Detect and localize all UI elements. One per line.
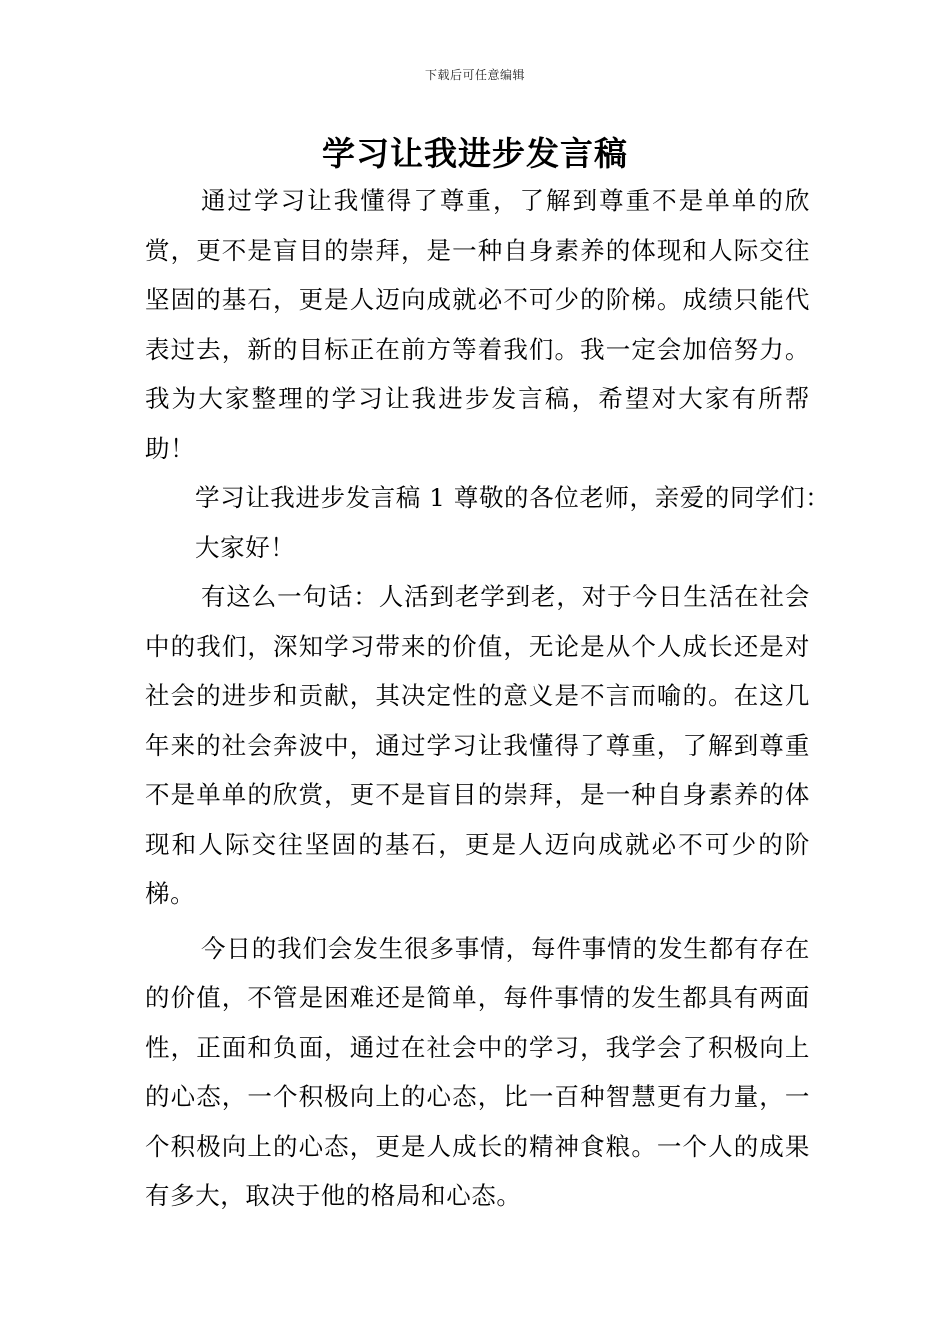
document-body: [145, 176, 831, 1221]
body-paragraph: 有这么一句话：人活到老学到老，对于今日生活在社会中的我们，深知学习带来的价值，无论是从个人成长还是对社会的进步和贡献，其决定性的意义是不言而喻的。在这几年来的社会奔波中，通过学习让我懂得了尊重，了解到尊重不是单单的欣赏，更不是盲目的崇拜，是一种自身素养的体现和人际交往坚固的基石，更是人迈向成就必不可少的阶梯。: [145, 582, 810, 908]
page-title: 学习让我进步发言稿: [322, 134, 628, 173]
body-paragraph: 今日的我们会发生很多事情，每件事情的发生都有存在的价值，不管是困难还是简单，每件事情的发生都具有两面性，正面和负面，通过在社会中的学习，我学会了积极向上的心态，一个积极向上的心态，比一百种智慧更有力量，一个积极向上的心态，更是人成长的精神食粮。一个人的成果有多大，取决于他的格局和心态。: [145, 933, 810, 1210]
header-note: 下载后可任意编辑: [424, 68, 525, 82]
intro-paragraph: 通过学习让我懂得了尊重，了解到尊重不是单单的欣赏，更不是盲目的崇拜，是一种自身素养的体现和人际交往坚固的基石，更是人迈向成就必不可少的阶梯。成绩只能代表过去，新的目标正在前方等着我们。我一定会加倍努力。我为大家整理的学习让我进步发言稿，希望对大家有所帮助！: [145, 186, 810, 463]
greeting-paragraph: 大家好！: [195, 532, 296, 562]
speech-heading-paragraph: 学习让我进步发言稿 1 尊敬的各位老师，亲爱的同学们：: [195, 483, 831, 512]
